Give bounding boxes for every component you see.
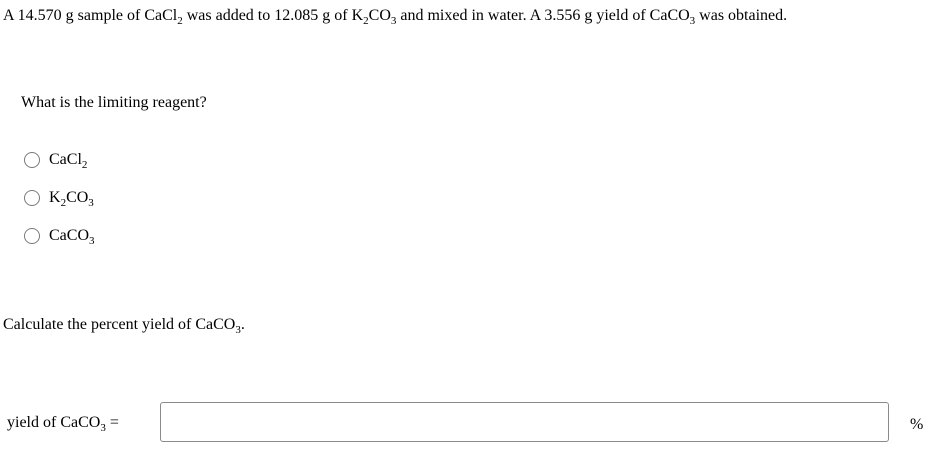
percent-unit: % xyxy=(910,416,924,433)
radio-button-icon[interactable] xyxy=(24,228,40,244)
percent-yield-question: Calculate the percent yield of CaCO$_3$. xyxy=(3,316,245,336)
option-caco3[interactable] xyxy=(24,226,95,246)
option-label: $K_2CO_3$ xyxy=(49,189,94,209)
radio-button-icon[interactable] xyxy=(24,190,40,206)
option-label: CaCO$_3$ xyxy=(49,227,95,247)
radio-button-icon[interactable] xyxy=(24,152,40,168)
answer-label: yield of CaCO$_3$ = xyxy=(7,414,119,434)
percent-yield-input[interactable] xyxy=(160,402,889,442)
option-k2co3[interactable] xyxy=(24,188,95,208)
answer-row xyxy=(7,402,927,442)
problem-statement: A 14.570 g sample of CaCl$_2$ was added to 12.085 g of $K_2CO_3$ and mixed in water. A 3.556 g yield of CaCO$_3$ was obtained. xyxy=(3,7,788,27)
option-label: CaCl$_2$ xyxy=(49,151,88,171)
limiting-reagent-options xyxy=(24,150,95,264)
limiting-reagent-question: What is the limiting reagent? xyxy=(21,94,207,111)
option-cacl2[interactable] xyxy=(24,150,95,170)
